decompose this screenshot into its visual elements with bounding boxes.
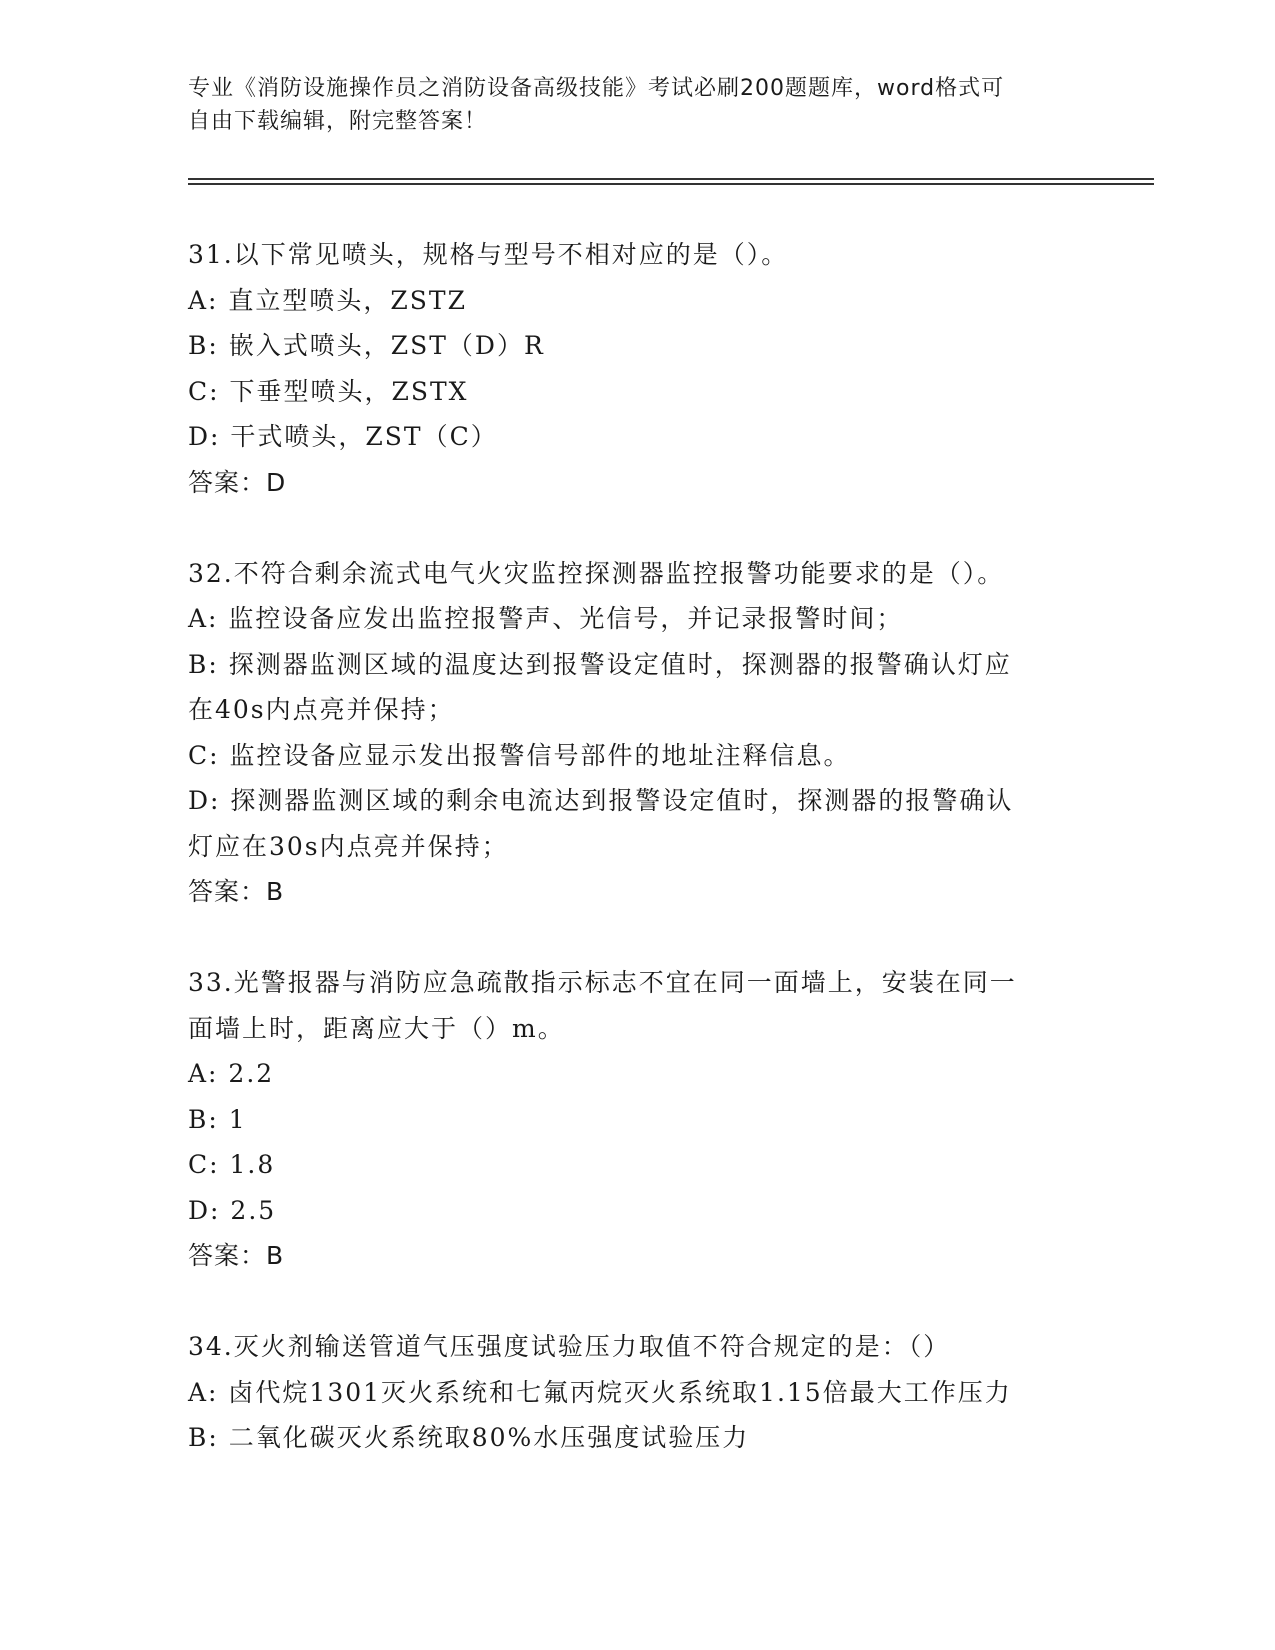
answer-line: 答案：B — [188, 877, 285, 906]
option-b: B: 1 — [188, 1104, 247, 1134]
option-a: A: 2.2 — [188, 1059, 275, 1088]
question-list — [188, 232, 1088, 1461]
question-block — [188, 232, 1088, 505]
question-block — [188, 1324, 1088, 1461]
answer-line: 答案：B — [188, 1241, 285, 1270]
option-c: C: 监控设备应显示发出报警信号部件的地址注释信息。 — [188, 740, 851, 770]
question-stem: 31.以下常见喷头，规格与型号不相对应的是（）。 — [188, 240, 789, 269]
spacer — [188, 505, 1088, 551]
header-rule-top — [188, 178, 1154, 180]
option-a: A: 卤代烷1301灭火系统和七氟丙烷灭火系统取1.15倍最大工作压力 — [188, 1377, 1012, 1407]
option-d: D: 探测器监测区域的剩余电流达到报警设定值时，探测器的报警确认 — [188, 786, 1014, 815]
question-stem: 34.灭火剂输送管道气压强度试验压力取值不符合规定的是：（） — [188, 1332, 951, 1361]
header-rule-bottom — [188, 183, 1154, 185]
option-c: C: 下垂型喷头，ZSTX — [188, 376, 469, 406]
answer-line: 答案：D — [188, 467, 287, 497]
document-header — [188, 72, 1088, 138]
option-b: B: 二氧化碳灭火系统取80%水压强度试验压力 — [188, 1423, 750, 1452]
option-b: B: 探测器监测区域的温度达到报警设定值时，探测器的报警确认灯应 — [188, 649, 1012, 679]
option-d: D: 2.5 — [188, 1195, 277, 1225]
question-block — [188, 960, 1088, 1279]
spacer — [188, 915, 1088, 961]
question-stem: 33.光警报器与消防应急疏散指示标志不宜在同一面墙上，安装在同一 — [188, 968, 1017, 997]
header-line-2: 自由下载编辑，附完整答案！ — [188, 109, 488, 134]
option-c: C: 1.8 — [188, 1150, 276, 1179]
option-d: D: 干式喷头，ZST（C） — [188, 422, 498, 451]
spacer — [188, 1279, 1088, 1325]
option-a: A: 监控设备应发出监控报警声、光信号，并记录报警时间； — [188, 604, 904, 633]
option-b-continued: 在40s内点亮并保持； — [188, 695, 455, 724]
question-stem-continued: 面墙上时，距离应大于（）m。 — [188, 1013, 565, 1043]
question-stem: 32.不符合剩余流式电气火灾监控探测器监控报警功能要求的是（）。 — [188, 558, 1005, 588]
option-a: A: 直立型喷头，ZSTZ — [188, 285, 467, 315]
option-d-continued: 灯应在30s内点亮并保持； — [188, 831, 509, 861]
option-b: B: 嵌入式喷头，ZST（D）R — [188, 331, 545, 360]
header-line-1: 专业《消防设施操作员之消防设备高级技能》考试必刷200题题库，word格式可 — [188, 76, 1005, 101]
question-block — [188, 551, 1088, 915]
